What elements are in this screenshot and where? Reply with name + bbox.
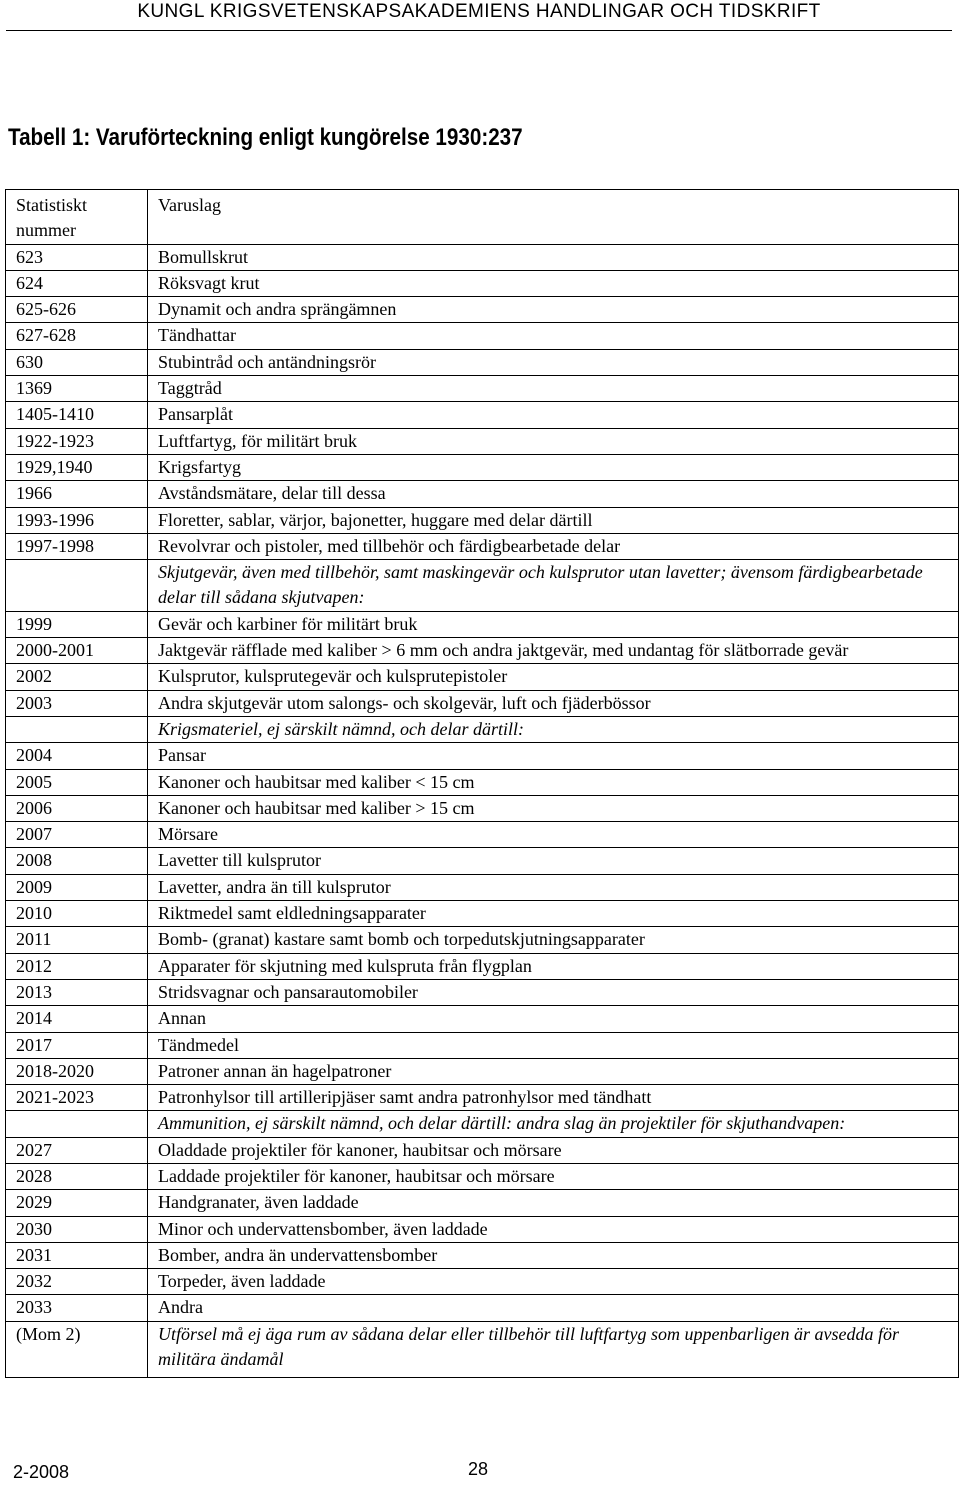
statistical-number: 2032 [6, 1269, 148, 1295]
table-row [6, 664, 959, 690]
statistical-number: 2021-2023 [6, 1085, 148, 1111]
statistical-number: 2007 [6, 822, 148, 848]
table-title: Tabell 1: Varuförteckning enligt kungörelse 1930:237 [8, 124, 523, 151]
item-description: Avståndsmätare, delar till dessa [148, 481, 959, 507]
table-row [6, 874, 959, 900]
statistical-number: 627-628 [6, 323, 148, 349]
statistical-number: 2031 [6, 1242, 148, 1268]
item-description: Bomullskrut [148, 244, 959, 270]
item-description: Kulsprutor, kulsprutegevär och kulsprutepistoler [148, 664, 959, 690]
item-description: Riktmedel samt eldledningsapparater [148, 901, 959, 927]
item-description: Ammunition, ej särskilt nämnd, och delar därtill: andra slag än projektiler för skjuthandvapen: [148, 1111, 959, 1137]
item-description: Luftfartyg, för militärt bruk [148, 428, 959, 454]
item-description: Jaktgevär räfflade med kaliber > 6 mm och andra jaktgevär, med undantag för slätborrade gevär [148, 638, 959, 664]
item-description: Lavetter till kulsprutor [148, 848, 959, 874]
statistical-number: 1929,1940 [6, 454, 148, 480]
statistical-number: 1997-1998 [6, 533, 148, 559]
statistical-number: 2005 [6, 769, 148, 795]
table-row [6, 481, 959, 507]
item-description: Kanoner och haubitsar med kaliber > 15 cm [148, 795, 959, 821]
page-number: 28 [468, 1459, 489, 1479]
item-description: Gevär och karbiner för militärt bruk [148, 611, 959, 637]
item-description: Patronhylsor till artilleripjäser samt andra patronhylsor med tändhatt [148, 1085, 959, 1111]
statistical-number: 1405-1410 [6, 402, 148, 428]
statistical-number: 2000-2001 [6, 638, 148, 664]
table-row-section [6, 716, 959, 742]
table-row [6, 533, 959, 559]
table-row [6, 1269, 959, 1295]
table-row [6, 402, 959, 428]
item-description: Röksvagt krut [148, 270, 959, 296]
item-description: Krigsmateriel, ej särskilt nämnd, och delar därtill: [148, 716, 959, 742]
item-description: Tändhattar [148, 323, 959, 349]
table-row-section [6, 560, 959, 612]
item-description: Floretter, sablar, värjor, bajonetter, huggare med delar därtill [148, 507, 959, 533]
table-row [6, 323, 959, 349]
table-row [6, 1216, 959, 1242]
statistical-number: 2028 [6, 1163, 148, 1189]
item-description: Bomber, andra än undervattensbomber [148, 1242, 959, 1268]
statistical-number: (Mom 2) [6, 1321, 148, 1378]
item-description: Krigsfartyg [148, 454, 959, 480]
statistical-number: 1369 [6, 376, 148, 402]
statistical-number: 2009 [6, 874, 148, 900]
table-row [6, 376, 959, 402]
table-row [6, 690, 959, 716]
statistical-number: 623 [6, 244, 148, 270]
statistical-number: 2018-2020 [6, 1058, 148, 1084]
table-row-section [6, 1321, 959, 1378]
column-header-number: Statistiskt nummer [6, 190, 148, 245]
statistical-number [6, 1111, 148, 1137]
statistical-number: 624 [6, 270, 148, 296]
item-description: Apparater för skjutning med kulspruta från flygplan [148, 953, 959, 979]
table-row [6, 1032, 959, 1058]
table-row-section [6, 1111, 959, 1137]
item-description: Patroner annan än hagelpatroner [148, 1058, 959, 1084]
statistical-number: 2017 [6, 1032, 148, 1058]
statistical-number: 630 [6, 349, 148, 375]
statistical-number: 2012 [6, 953, 148, 979]
table-header-row [6, 190, 959, 245]
statistical-number: 2014 [6, 1006, 148, 1032]
item-description: Tändmedel [148, 1032, 959, 1058]
table-row [6, 507, 959, 533]
table-row [6, 270, 959, 296]
item-description: Skjutgevär, även med tillbehör, samt maskingevär och kulsprutor utan lavetter; ävensom färdigbearbetade delar till sådana skjutvapen: [148, 560, 959, 612]
table-row [6, 1242, 959, 1268]
table-row [6, 822, 959, 848]
item-description: Torpeder, även laddade [148, 1269, 959, 1295]
table-body [6, 190, 959, 1378]
statistical-number [6, 560, 148, 612]
statistical-number: 2008 [6, 848, 148, 874]
statistical-number: 2027 [6, 1137, 148, 1163]
item-description: Laddade projektiler för kanoner, haubitsar och mörsare [148, 1163, 959, 1189]
column-header-item: Varuslag [148, 190, 959, 245]
statistical-number: 2003 [6, 690, 148, 716]
table-row [6, 1137, 959, 1163]
issue-label: 2-2008 [13, 1462, 70, 1482]
table-row [6, 349, 959, 375]
statistical-number: 2004 [6, 743, 148, 769]
table-row [6, 244, 959, 270]
statistical-number: 2029 [6, 1190, 148, 1216]
item-description: Minor och undervattensbomber, även laddade [148, 1216, 959, 1242]
table-row [6, 297, 959, 323]
table-row [6, 1163, 959, 1189]
table-row [6, 953, 959, 979]
inventory-table [5, 189, 959, 1378]
statistical-number: 2011 [6, 927, 148, 953]
item-description: Andra skjutgevär utom salongs- och skolgevär, luft och fjäderbössor [148, 690, 959, 716]
table-row [6, 1190, 959, 1216]
statistical-number [6, 716, 148, 742]
item-description: Pansar [148, 743, 959, 769]
table-row [6, 454, 959, 480]
item-description: Revolvrar och pistoler, med tillbehör och färdigbearbetade delar [148, 533, 959, 559]
table-row [6, 1085, 959, 1111]
table-row [6, 428, 959, 454]
table-row [6, 611, 959, 637]
statistical-number: 2013 [6, 979, 148, 1005]
statistical-number: 2010 [6, 901, 148, 927]
item-description: Utförsel må ej äga rum av sådana delar eller tillbehör till luftfartyg som uppenbarligen är avsedda för militära ändamål [148, 1321, 959, 1378]
statistical-number: 2006 [6, 795, 148, 821]
table-row [6, 927, 959, 953]
statistical-number: 1993-1996 [6, 507, 148, 533]
item-description: Annan [148, 1006, 959, 1032]
table-row [6, 848, 959, 874]
statistical-number: 1922-1923 [6, 428, 148, 454]
item-description: Oladdade projektiler för kanoner, haubitsar och mörsare [148, 1137, 959, 1163]
table-row [6, 638, 959, 664]
item-description: Mörsare [148, 822, 959, 848]
item-description: Andra [148, 1295, 959, 1321]
item-description: Handgranater, även laddade [148, 1190, 959, 1216]
item-description: Kanoner och haubitsar med kaliber < 15 cm [148, 769, 959, 795]
table-row [6, 1058, 959, 1084]
running-header: KUNGL KRIGSVETENSKAPSAKADEMIENS HANDLINGAR OCH TIDSKRIFT [6, 0, 952, 31]
statistical-number: 2002 [6, 664, 148, 690]
item-description: Dynamit och andra sprängämnen [148, 297, 959, 323]
table-row [6, 795, 959, 821]
item-description: Stubintråd och antändningsrör [148, 349, 959, 375]
table-row [6, 979, 959, 1005]
table-row [6, 1295, 959, 1321]
table-row [6, 769, 959, 795]
statistical-number: 2033 [6, 1295, 148, 1321]
statistical-number: 1966 [6, 481, 148, 507]
statistical-number: 1999 [6, 611, 148, 637]
item-description: Taggtråd [148, 376, 959, 402]
item-description: Stridsvagnar och pansarautomobiler [148, 979, 959, 1005]
item-description: Bomb- (granat) kastare samt bomb och torpedutskjutningsapparater [148, 927, 959, 953]
table-row [6, 901, 959, 927]
item-description: Pansarplåt [148, 402, 959, 428]
statistical-number: 2030 [6, 1216, 148, 1242]
statistical-number: 625-626 [6, 297, 148, 323]
item-description: Lavetter, andra än till kulsprutor [148, 874, 959, 900]
table-row [6, 1006, 959, 1032]
table-row [6, 743, 959, 769]
